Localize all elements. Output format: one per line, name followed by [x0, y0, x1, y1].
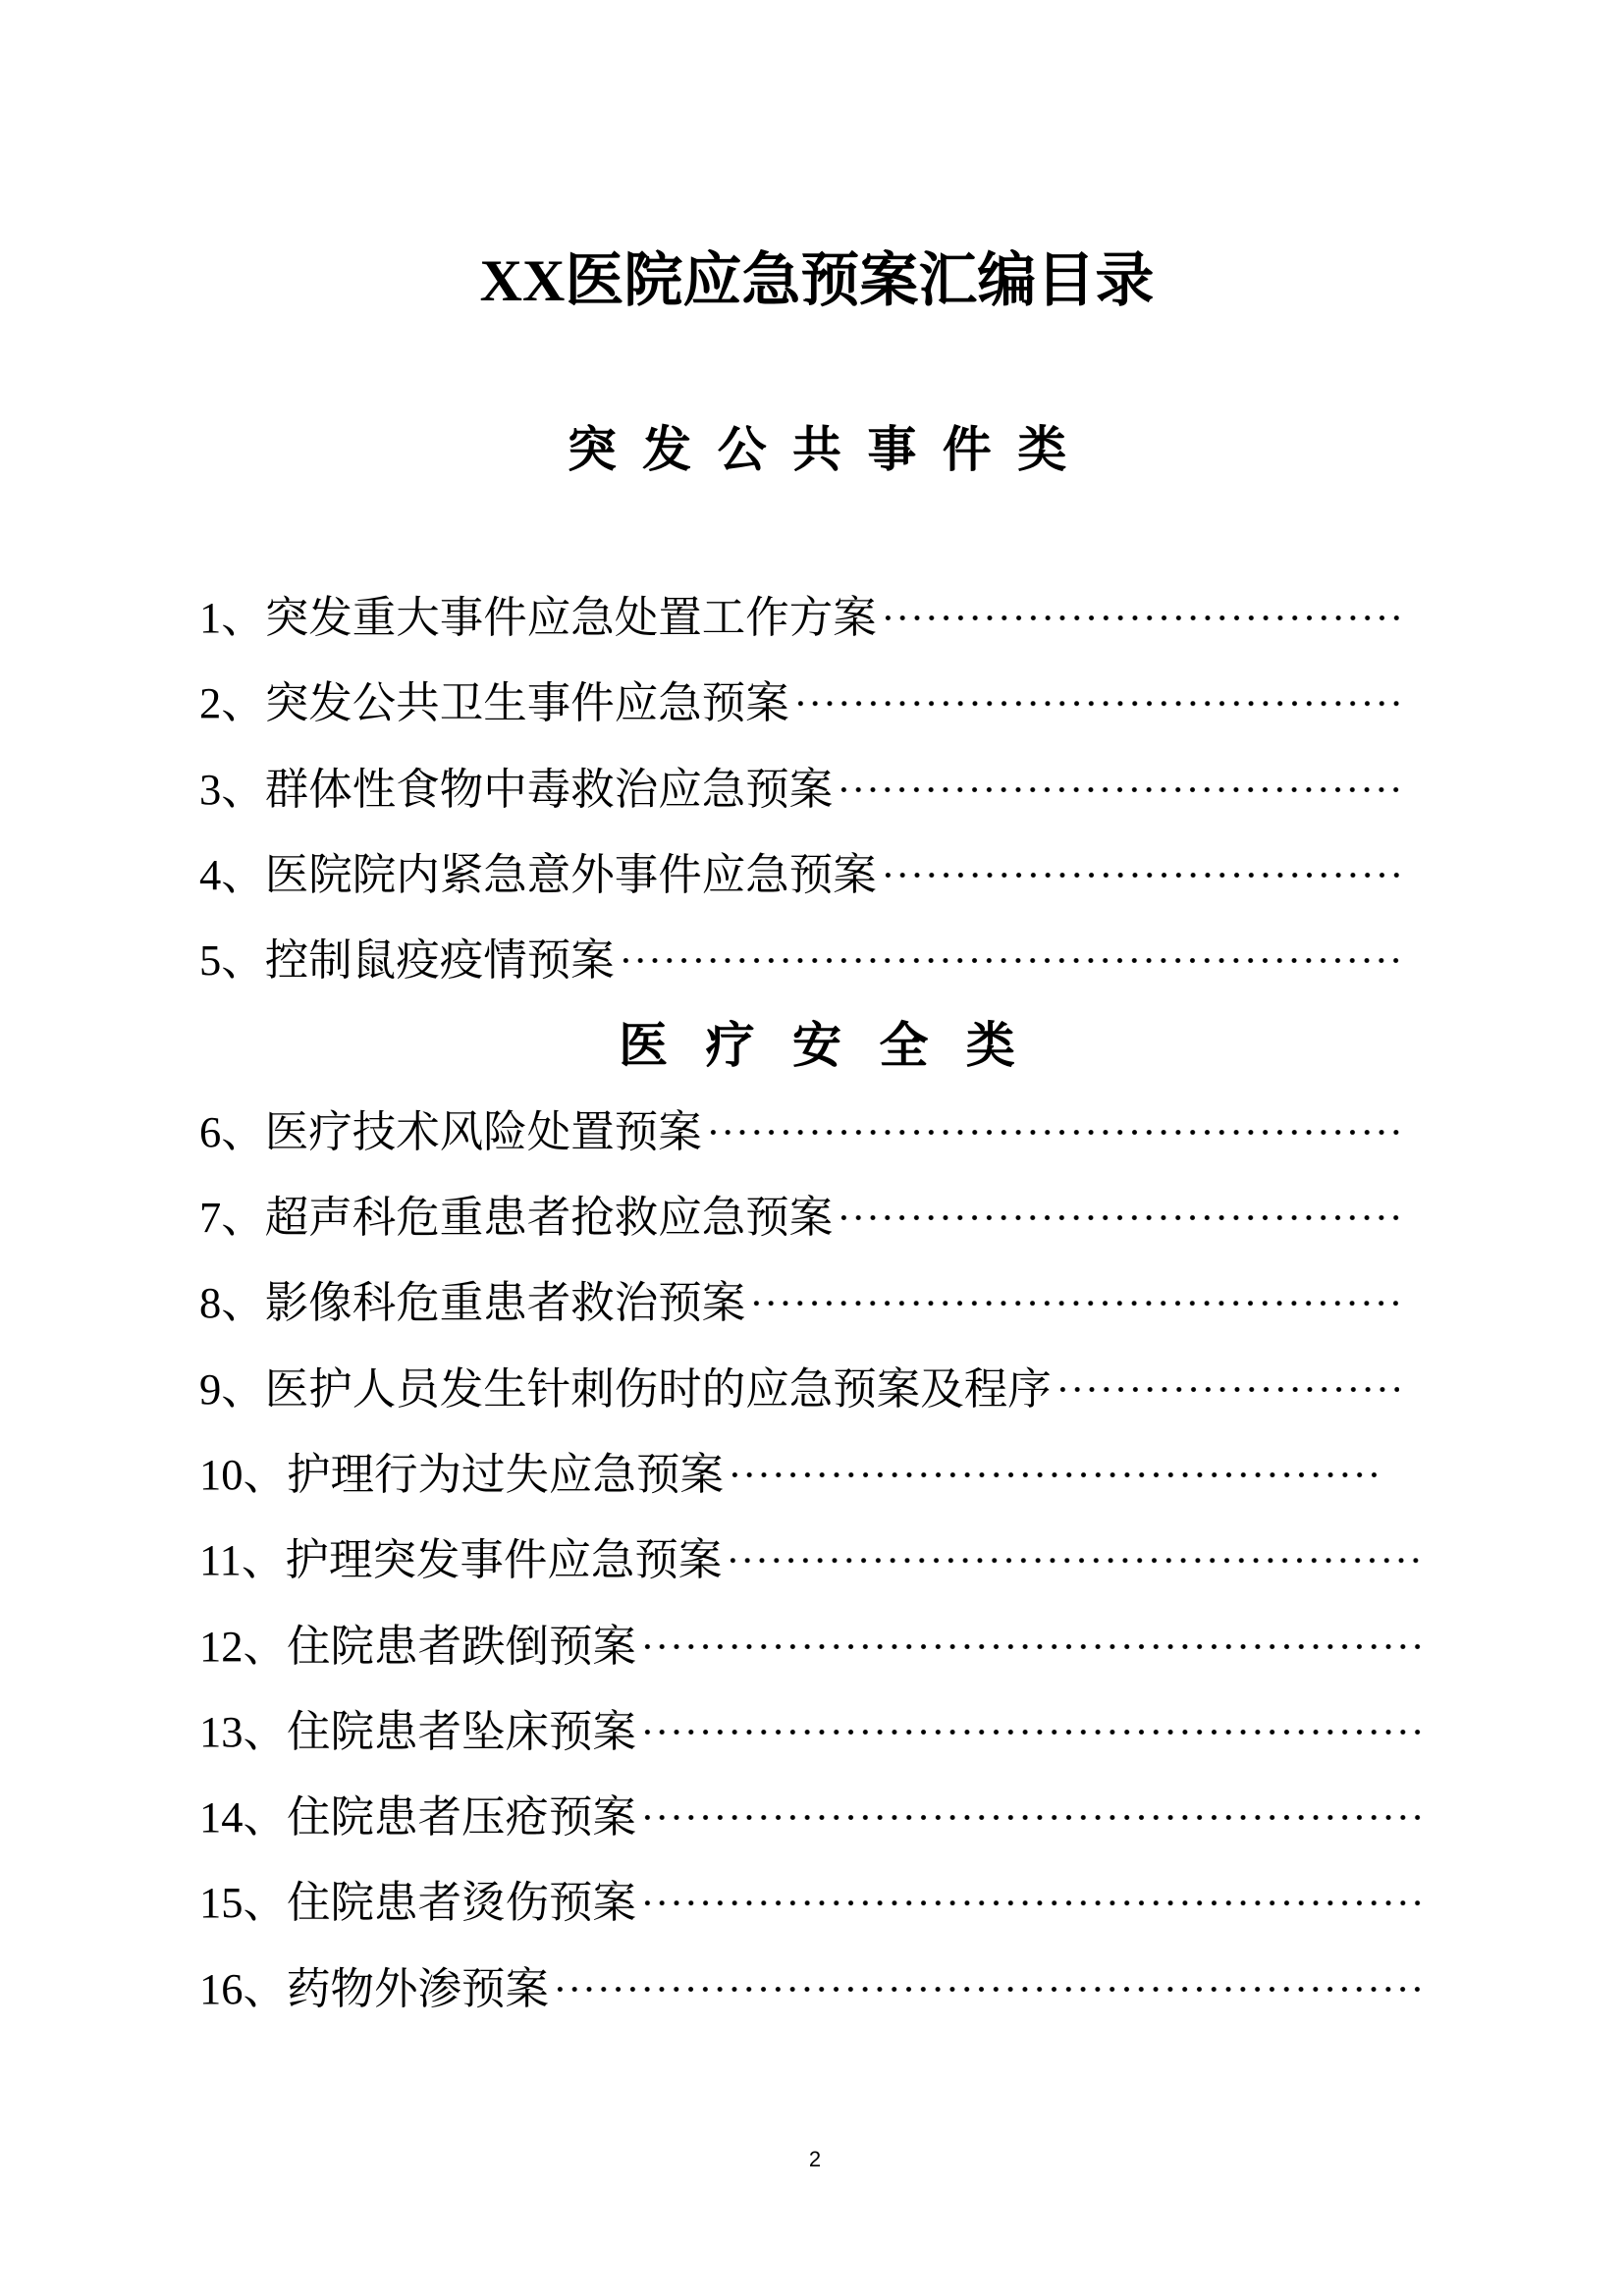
section-heading-medical-safety: 医 疗 安 全 类 — [619, 1017, 1026, 1075]
dot-leader — [749, 1260, 1399, 1346]
dot-leader — [640, 1860, 1422, 1946]
toc-entry — [199, 1604, 1422, 1689]
toc-entry-label: 14、住院患者压疮预案 — [199, 1792, 637, 1842]
toc-entry-label: 13、住院患者坠床预案 — [199, 1706, 637, 1756]
dot-leader — [640, 1775, 1422, 1860]
toc-entry — [199, 1775, 1422, 1860]
toc-entry — [199, 1432, 1378, 1518]
dot-leader — [728, 1432, 1378, 1518]
section-heading-public-emergency: 突 发 公 共 事 件 类 — [567, 421, 1071, 478]
dot-leader — [837, 1175, 1399, 1260]
table-of-contents — [199, 575, 1435, 2032]
page-number: 2 — [808, 2147, 822, 2171]
toc-entry-label: 15、住院患者烫伤预案 — [199, 1878, 637, 1928]
toc-entry — [199, 1947, 1422, 2032]
toc-entry — [199, 661, 1399, 746]
toc-entry-label: 12、住院患者跌倒预案 — [199, 1621, 637, 1671]
dot-leader — [619, 918, 1399, 1003]
toc-entry-label: 8、影像科危重患者救治预案 — [199, 1278, 746, 1328]
toc-entry-label: 11、护理突发事件应急预案 — [199, 1535, 723, 1585]
toc-entry — [199, 575, 1399, 661]
toc-entry — [199, 1689, 1422, 1775]
toc-entry — [199, 1175, 1399, 1260]
dot-leader — [837, 747, 1399, 832]
toc-entry-label: 16、药物外渗预案 — [199, 1963, 550, 2013]
toc-entry — [199, 1860, 1422, 1946]
toc-entry-label: 10、护理行为过失应急预案 — [199, 1449, 725, 1499]
dot-leader — [793, 661, 1399, 746]
document-title: XX医院应急预案汇编目录 — [479, 248, 1155, 313]
toc-entry — [199, 918, 1399, 1003]
toc-entry — [199, 747, 1399, 832]
toc-entry — [199, 832, 1399, 918]
dot-leader — [881, 832, 1399, 918]
toc-entry — [199, 1260, 1399, 1346]
dot-leader — [553, 1947, 1422, 2032]
toc-entry-label: 9、医护人员发生针刺伤时的应急预案及程序 — [199, 1363, 1052, 1414]
toc-entry-label: 6、医疗技术风险处置预案 — [199, 1106, 702, 1156]
toc-entry-label: 5、控制鼠疫疫情预案 — [199, 935, 615, 986]
toc-entry — [199, 1090, 1399, 1175]
dot-leader — [640, 1689, 1422, 1775]
toc-entry-label: 2、突发公共卫生事件应急预案 — [199, 678, 789, 728]
toc-entry — [199, 1347, 1399, 1432]
dot-leader — [1056, 1347, 1399, 1432]
toc-entry-label: 1、突发重大事件应急处置工作方案 — [199, 593, 877, 642]
dot-leader — [706, 1090, 1399, 1175]
toc-entry-label: 3、群体性食物中毒救治应急预案 — [199, 764, 834, 814]
toc-entry-label: 4、医院院内紧急意外事件应急预案 — [199, 849, 877, 899]
toc-entry-label: 7、超声科危重患者抢救应急预案 — [199, 1193, 834, 1243]
toc-entry — [199, 1518, 1422, 1603]
dot-leader — [881, 575, 1399, 661]
dot-leader — [726, 1518, 1422, 1603]
dot-leader — [640, 1604, 1422, 1689]
